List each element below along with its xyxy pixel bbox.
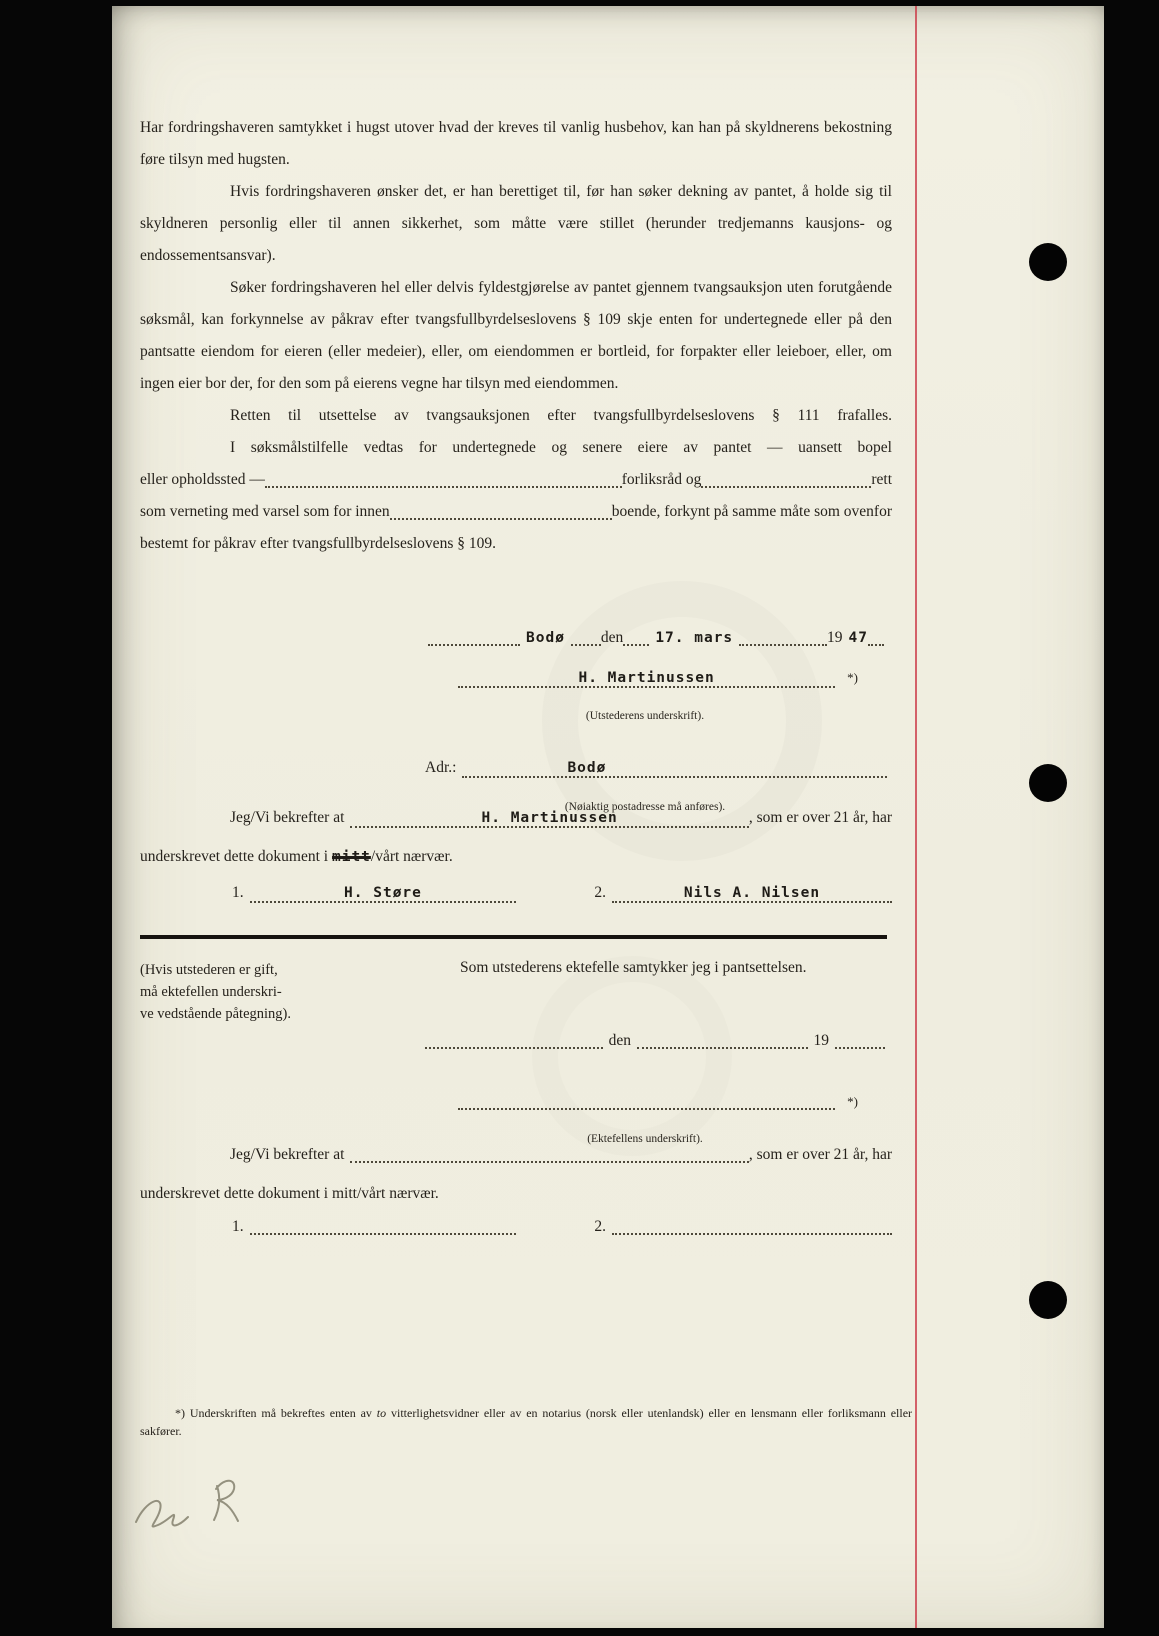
spouse-witness-attestation xyxy=(140,1146,892,1210)
asterisk-marker: *) xyxy=(847,670,858,685)
place-value: Bodø xyxy=(526,630,565,646)
witness-confirm-line1 xyxy=(140,809,892,841)
red-margin-line xyxy=(915,6,917,1628)
date-value: 17. mars xyxy=(655,630,734,646)
issuer-signature-field xyxy=(458,670,835,688)
spouse-signature-caption: (Ektefellens underskrift). xyxy=(587,1133,703,1145)
verneting-line2-end: rett xyxy=(871,471,892,488)
footnote-marker: *) xyxy=(175,1406,185,1420)
verneting-line2-start: eller opholdssted — xyxy=(140,471,265,488)
blank-forliksrad-field xyxy=(265,486,622,488)
blank-rett-field xyxy=(701,486,871,488)
punch-hole xyxy=(1029,243,1067,281)
witness2-number: 2. xyxy=(594,884,606,901)
verneting-line3 xyxy=(140,496,892,528)
dotted-leader xyxy=(623,644,649,646)
witness-confirm-line2 xyxy=(140,841,892,873)
blank-witness2-field xyxy=(612,1233,892,1235)
year-prefix-label: 19 xyxy=(813,1032,829,1049)
witness1-number: 1. xyxy=(232,1218,244,1235)
footnote xyxy=(140,1404,912,1440)
den-label: den xyxy=(600,629,624,646)
verneting-line2 xyxy=(140,464,892,496)
struck-word: mitt xyxy=(331,849,371,865)
blank-date-field xyxy=(637,1047,808,1049)
asterisk-marker: *) xyxy=(847,1094,858,1109)
execution-date-line xyxy=(428,629,884,655)
den-label: den xyxy=(608,1032,631,1049)
witness2-signature: Nils A. Nilsen xyxy=(683,885,821,901)
spouse-confirm-line2: underskrevet dette dokument i mitt/vårt nærvær. xyxy=(140,1185,439,1202)
spouse-note-line3: ve vedstående påtegning). xyxy=(140,1006,291,1022)
confirmed-name: H. Martinussen xyxy=(481,810,618,826)
witness2-signature-field xyxy=(612,885,892,903)
confirm-end: , som er over 21 år, har xyxy=(748,809,892,826)
blank-place-field xyxy=(425,1047,603,1049)
spouse-signature-field xyxy=(458,1108,835,1110)
spouse-note xyxy=(140,959,350,1025)
paragraph-sikkerhet: Hvis fordringshaveren ønsker det, er han berettiget til, før han søker dekning av pantet, å holde sig til skyldneren personlig eller til annen sikkerhet, som måtte være stillet (herunder tredjemanns kausjons- og endossementsansvar). xyxy=(140,183,892,264)
spouse-section-header xyxy=(140,959,892,1025)
confirm-line2-end: /vårt nærvær. xyxy=(370,848,453,865)
handwritten-scribble xyxy=(120,1464,350,1544)
spouse-note-line1: (Hvis utstederen er gift, xyxy=(140,962,278,978)
witness1-signature-field xyxy=(250,885,517,903)
confirm-start: Jeg/Vi bekrefter at xyxy=(230,809,345,826)
blank-innen-field xyxy=(390,518,612,520)
spouse-confirm-line1 xyxy=(140,1146,892,1178)
dotted-leader xyxy=(739,644,827,646)
confirm-start: Jeg/Vi bekrefter at xyxy=(230,1146,345,1163)
confirmed-name-field xyxy=(350,810,748,828)
spouse-confirmed-name-field xyxy=(350,1161,748,1163)
verneting-line4: bestemt for påkrav efter tvangsfullbyrdelseslovens § 109. xyxy=(140,535,496,552)
witness2-number: 2. xyxy=(594,1218,606,1235)
paragraph-tvangsauksjon: Søker fordringshaveren hel eller delvis fyldestgjørelse av pantet gjennem tvangsauksjon uten forutgående søksmål, kan forkynnelse av påkrav efter tvangsfullbyrdelseslovens § 109 skje enten for undertegnede eller på den pantsatte eiendom for eieren (eller medeier), eller, om eiendommen er bortleid, for forpakter eller leieboer, eller, om ingen eier bor der, for den som på eierens vegne har tilsyn med eiendommen. xyxy=(140,279,892,392)
punch-hole xyxy=(1029,1281,1067,1319)
address-caption: (Nøiaktig postadresse må anføres). xyxy=(564,801,726,813)
footnote-text: Underskriften må bekreftes enten av xyxy=(189,1406,372,1420)
paragraph-utsettelse: Retten til utsettelse av tvangsauksjonen efter tvangsfullbyrdelseslovens § 111 frafalles. xyxy=(230,407,892,424)
dotted-leader xyxy=(571,644,601,646)
dotted-leader xyxy=(868,644,884,646)
verneting-line3-end: boende, forkynt på samme måte som ovenfor xyxy=(611,503,892,520)
spouse-witness-signatures xyxy=(140,1218,892,1246)
verneting-line3-start: som verneting med varsel som for innen xyxy=(140,503,390,520)
witness-attestation xyxy=(140,809,892,873)
spouse-date-line xyxy=(425,1032,885,1058)
spouse-consent-text: Som utstederens ektefelle samtykker jeg i pantsettelsen. xyxy=(460,959,807,976)
verneting-line1: I søksmålstilfelle vedtas for undertegnede og senere eiere av pantet — uansett bopel xyxy=(230,439,892,456)
punch-hole xyxy=(1029,764,1067,802)
issuer-signature: H. Martinussen xyxy=(578,670,715,686)
blank-witness1-field xyxy=(250,1233,517,1235)
confirm-end: , som er over 21 år, har xyxy=(748,1146,892,1163)
spouse-note-line2: må ektefellen underskri- xyxy=(140,984,282,1000)
witness1-number: 1. xyxy=(232,884,244,901)
paragraph-hugst: Har fordringshaveren samtykket i hugst utover hvad der kreves til vanlig husbehov, kan han på skyldnerens bekostning føre tilsyn med hugsten. xyxy=(140,119,892,168)
address-field xyxy=(462,760,887,778)
blank-year-field xyxy=(835,1047,885,1049)
year-prefix-label: 19 xyxy=(827,629,843,646)
footnote-text: vitterlighetsvidner eller av en notarius (norsk eller utenlandsk) eller en lensmann eller forliksmann eller sakfører. xyxy=(140,1406,913,1438)
verneting-line2-mid: forliksråd og xyxy=(621,471,702,488)
address-label: Adr.: xyxy=(425,759,457,776)
spouse-signature-line xyxy=(458,1094,858,1122)
paper-sheet xyxy=(112,6,1104,1628)
body-text-block xyxy=(140,112,892,560)
issuer-signature-caption: (Utstederens underskrift). xyxy=(585,710,705,722)
section-divider-rule xyxy=(140,935,887,939)
confirm-line2-start: underskrevet dette dokument i xyxy=(140,848,329,865)
footnote-emphasis: to xyxy=(376,1406,387,1420)
witness1-signature: H. Støre xyxy=(344,885,422,901)
witness-signatures xyxy=(140,884,892,912)
address-value: Bodø xyxy=(567,760,607,776)
year-value: 47 xyxy=(848,630,868,646)
issuer-signature-line xyxy=(458,670,858,698)
address-line xyxy=(425,759,887,787)
dotted-leader xyxy=(428,644,520,646)
